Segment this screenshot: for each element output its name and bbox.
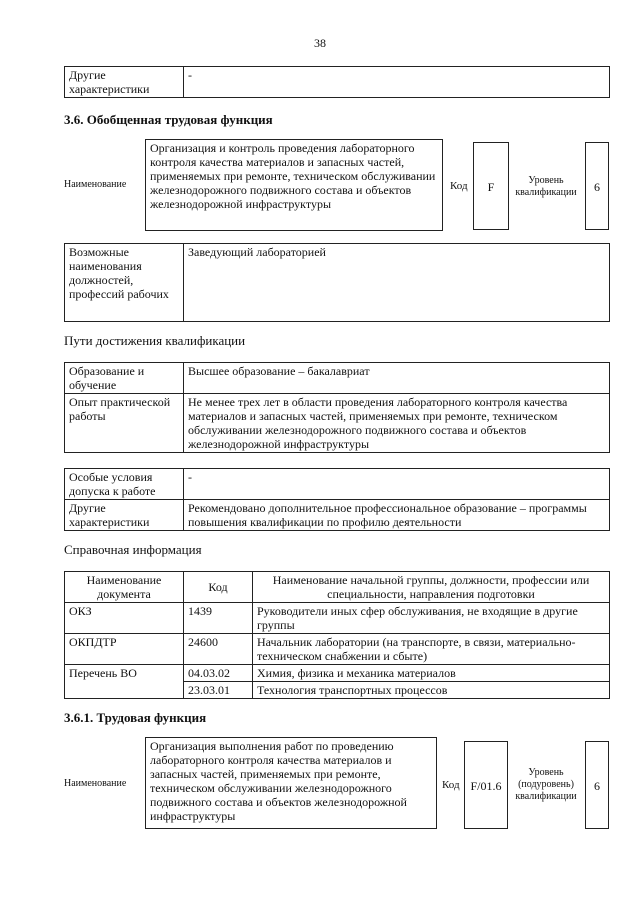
section-3-6-1-level-label: Уровень (подуровень) квалификации [515, 767, 577, 802]
conditions-table [64, 468, 610, 531]
reference-row-doc: ОКПДТР [65, 634, 184, 665]
reference-row-code: 24600 [184, 634, 253, 665]
reference-row-name: Руководители иных сфер обслуживания, не входящие в другие группы [253, 603, 610, 634]
section-3-6-1-code-label: Код [442, 779, 460, 791]
section-3-6-1-name-label: Наименование [64, 778, 127, 789]
positions-label: Возможные наименования должностей, профессий рабочих [65, 244, 184, 322]
experience-label: Опыт практической работы [65, 394, 184, 453]
reference-row-name: Начальник лаборатории (на транспорте, в связи, материально-техническом снабжении и сбыте) [253, 634, 610, 665]
top-characteristics-value: - [184, 67, 610, 98]
top-characteristics-table [64, 66, 610, 98]
paths-title: Пути достижения квалификации [64, 333, 246, 348]
reference-header-code: Код [184, 572, 253, 603]
page-number: 38 [314, 36, 326, 50]
section-3-6-code-label: Код [450, 180, 468, 192]
reference-row-name: Химия, физика и механика материалов [253, 665, 610, 682]
reference-header-name: Наименование начальной группы, должности, профессии или специальности, направления подготовки [253, 572, 610, 603]
reference-table [64, 571, 610, 699]
conditions-label: Особые условия допуска к работе [65, 469, 184, 500]
section-3-6-level-value: 6 [585, 142, 609, 230]
conditions-value: - [184, 469, 610, 500]
reference-row-code: 23.03.01 [184, 682, 253, 699]
section-3-6-name-label: Наименование [64, 179, 127, 190]
section-3-6-code-value: F [473, 142, 509, 230]
top-characteristics-label: Другие характеристики [65, 67, 184, 98]
section-3-6-1-name-value: Организация выполнения работ по проведению лабораторного контроля качества материалов и запасных частей, применяемых при ремонте, техническом обслуживании железнодорожного подвижного состава и объектов железнодорожной инфраструктуры [145, 737, 437, 829]
other-characteristics-value: Рекомендовано дополнительное профессиональное образование – программы повышения квалификации по профилю деятельности [184, 500, 610, 531]
reference-title: Справочная информация [64, 542, 202, 557]
other-characteristics-label: Другие характеристики [65, 500, 184, 531]
section-3-6-1-level-value: 6 [585, 741, 609, 829]
section-3-6-1-code-value: F/01.6 [464, 741, 508, 829]
section-3-6-name-value: Организация и контроль проведения лабораторного контроля качества материалов и запасных частей, применяемых при ремонте, техническом обслуживании железнодорожного подвижного состава и объектов железнодорожной инфраструктуры [145, 139, 443, 231]
education-value: Высшее образование – бакалавриат [184, 363, 610, 394]
reference-row-doc: Перечень ВО [65, 665, 184, 699]
paths-table [64, 362, 610, 453]
section-3-6-1-title: 3.6.1. Трудовая функция [64, 710, 207, 725]
reference-header-doc: Наименование документа [65, 572, 184, 603]
positions-table [64, 243, 610, 322]
positions-value: Заведующий лабораторией [184, 244, 610, 322]
reference-row-name: Технология транспортных процессов [253, 682, 610, 699]
reference-row-code: 04.03.02 [184, 665, 253, 682]
reference-row-doc: ОКЗ [65, 603, 184, 634]
reference-row-code: 1439 [184, 603, 253, 634]
education-label: Образование и обучение [65, 363, 184, 394]
experience-value: Не менее трех лет в области проведения лабораторного контроля качества материалов и запасных частей, применяемых при ремонте, техническом обслуживании железнодорожного подвижного состава и объектов железнодорожной инфраструктуры [184, 394, 610, 453]
section-3-6-title: 3.6. Обобщенная трудовая функция [64, 112, 273, 127]
section-3-6-level-label: Уровень квалификации [515, 175, 577, 198]
